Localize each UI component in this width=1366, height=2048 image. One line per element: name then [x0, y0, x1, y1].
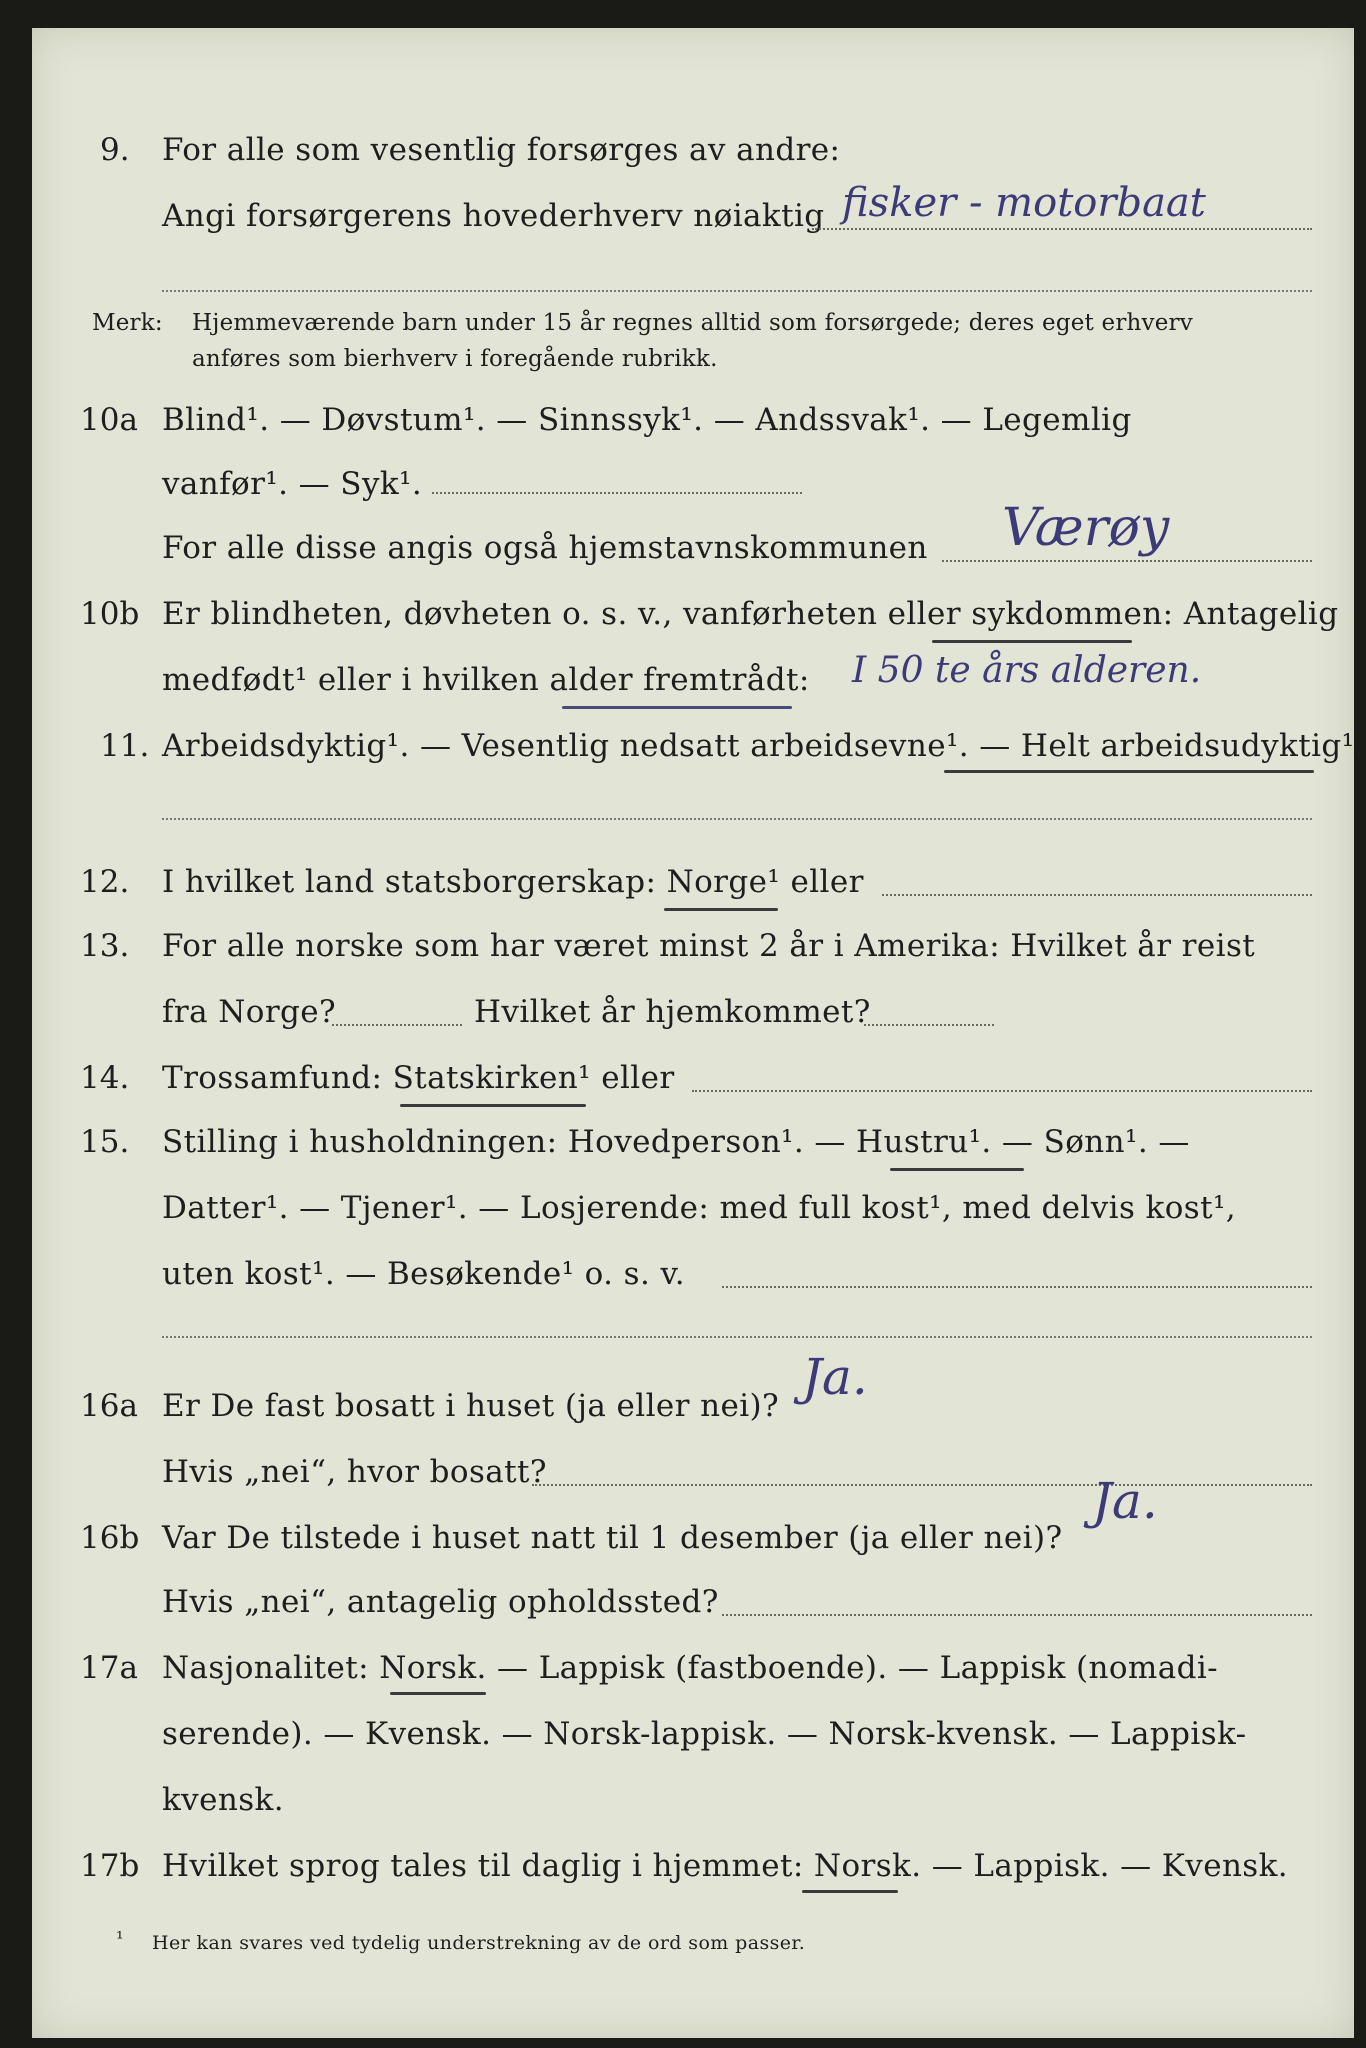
q10b-line2: medfødt¹ eller i hvilken alder fremtrådt:	[162, 662, 810, 698]
q11-line1: Arbeidsdyktig¹. — Vesentlig nedsatt arbeidsevne¹. — Helt arbeidsudyktig¹.	[162, 728, 1365, 764]
q16b-line2: Hvis „nei“, antagelig opholdssted?	[162, 1584, 719, 1620]
footnote-marker: ¹	[116, 1928, 125, 1950]
q10a-answer: Værøy	[1002, 498, 1170, 558]
merk-label: Merk:	[92, 310, 163, 336]
merk-line1: Hjemmeværende barn under 15 år regnes alltid som forsørgede; deres eget erhverv	[192, 310, 1193, 336]
q15-number: 15.	[80, 1124, 130, 1160]
q12-answer-line	[882, 894, 1312, 896]
q17a-line3: kvensk.	[162, 1782, 284, 1818]
q17b-line1: Hvilket sprog tales til daglig i hjemmet: Norsk. — Lappisk. — Kvensk.	[162, 1848, 1289, 1884]
q17a-line2: serende). — Kvensk. — Norsk-lappisk. — Norsk-kvensk. — Lappisk-	[162, 1716, 1247, 1752]
q9-answer-line	[812, 228, 1312, 230]
q13-hjemkommet-line	[864, 1024, 994, 1026]
q9-line2: Angi forsørgerens hovederhverv nøiaktig	[162, 198, 825, 234]
norge-underline	[664, 908, 778, 911]
q15-line1: Stilling i husholdningen: Hovedperson¹. — Hustru¹. — Sønn¹. —	[162, 1124, 1190, 1160]
q16b-line1: Var De tilstede i huset natt til 1 desember (ja eller nei)?	[162, 1520, 1063, 1556]
q10a-line3: For alle disse angis også hjemstavnskommunen	[162, 530, 928, 566]
q10a-number: 10a	[80, 402, 138, 438]
q13-line1: For alle norske som har været minst 2 år i Amerika: Hvilket år reist	[162, 928, 1256, 964]
helt-arbeidsudyktig-underline	[944, 770, 1314, 773]
norsk-underline	[390, 1692, 486, 1695]
q13-line2b: Hvilket år hjemkommet?	[474, 994, 871, 1030]
q10a-line2-dots	[432, 492, 802, 494]
hustru-underline	[890, 1168, 1024, 1171]
sykdommen-underline	[932, 640, 1132, 643]
q9-number: 9.	[100, 132, 130, 168]
q14-number: 14.	[80, 1060, 130, 1096]
q15-line2: Datter¹. — Tjener¹. — Losjerende: med full kost¹, med delvis kost¹,	[162, 1190, 1237, 1226]
q16a-line2: Hvis „nei“, hvor bosatt?	[162, 1454, 547, 1490]
q16a-line1: Er De fast bosatt i huset (ja eller nei)?	[162, 1388, 780, 1424]
q16b-number: 16b	[80, 1520, 140, 1556]
q10b-answer: I 50 te års alderen.	[852, 650, 1202, 691]
q12-number: 12.	[80, 864, 130, 900]
q10a-line1: Blind¹. — Døvstum¹. — Sinnssyk¹. — Andssvak¹. — Legemlig	[162, 402, 1132, 438]
separator	[162, 290, 1312, 292]
q9-line1: For alle som vesentlig forsørges av andre:	[162, 132, 841, 168]
q13-reist-line	[332, 1024, 462, 1026]
q10a-line2: vanfør¹. — Syk¹.	[162, 466, 423, 502]
separator	[162, 1336, 1312, 1338]
q17a-line1: Nasjonalitet: Norsk. — Lappisk (fastboende). — Lappisk (nomadi-	[162, 1650, 1219, 1686]
q14-answer-line	[692, 1090, 1312, 1092]
separator	[162, 818, 1312, 820]
merk-line2: anføres som bierhverv i foregående rubrikk.	[192, 346, 718, 372]
q16b-answer: Ja.	[1092, 1472, 1158, 1530]
statskirken-underline	[400, 1104, 586, 1107]
q16a-bosatt-line	[532, 1484, 1312, 1486]
q13-line2a: fra Norge?	[162, 994, 337, 1030]
q10b-line1: Er blindheten, døvheten o. s. v., vanførheten eller sykdommen: Antagelig	[162, 596, 1339, 632]
norsk-17b-underline	[802, 1890, 898, 1893]
q16a-number: 16a	[80, 1388, 138, 1424]
footnote-text: Her kan svares ved tydelig understrekning av de ord som passer.	[152, 1932, 806, 1954]
census-form-page	[32, 28, 1365, 2038]
alder-underline	[562, 706, 792, 709]
q15-line3: uten kost¹. — Besøkende¹ o. s. v.	[162, 1256, 685, 1292]
q13-number: 13.	[80, 928, 130, 964]
q14-line1: Trossamfund: Statskirken¹ eller	[162, 1060, 675, 1096]
q17a-number: 17a	[80, 1650, 138, 1686]
q15-answer-line	[722, 1286, 1312, 1288]
q9-answer: fisker - motorbaat	[842, 180, 1206, 226]
q16a-answer: Ja.	[802, 1348, 868, 1406]
q17b-number: 17b	[80, 1848, 140, 1884]
q10b-number: 10b	[80, 596, 140, 632]
q12-line1: I hvilket land statsborgerskap: Norge¹ eller	[162, 864, 864, 900]
q11-number: 11.	[100, 728, 150, 764]
q16b-opholdssted-line	[722, 1614, 1312, 1616]
q10a-answer-line	[942, 560, 1312, 562]
